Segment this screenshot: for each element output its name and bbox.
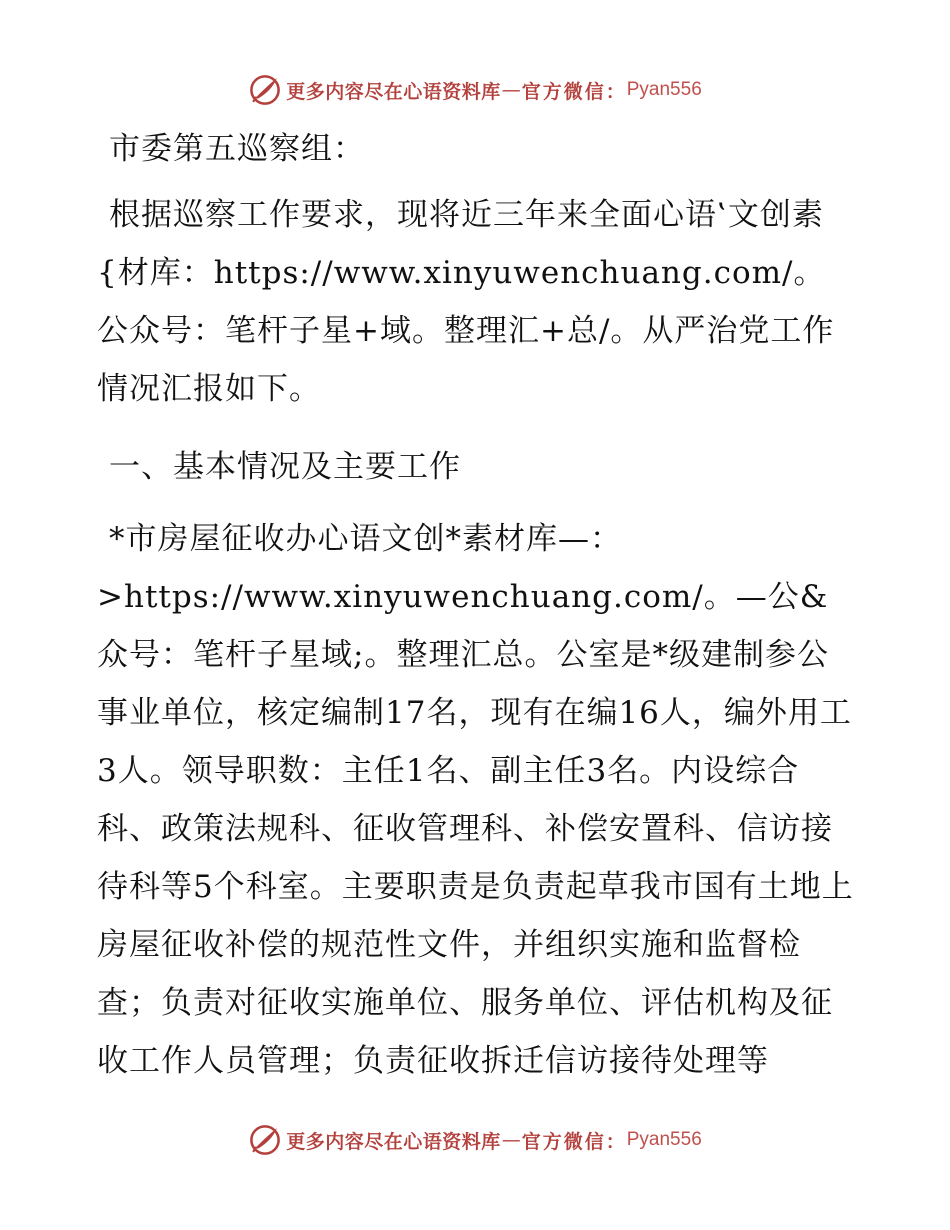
watermark-main-text: 更多内容尽在心语资料库 <box>286 1130 501 1153</box>
watermark-official-label: 官方微信： <box>521 80 627 103</box>
watermark-dash: — <box>501 79 521 101</box>
intro-paragraph: 根据巡察工作要求，现将近三年来全面心语‛文创素{材库：https://www.xinyuwenchuang.com/。公众号：笔杆子星+域。整理汇+总/。从严治党工作情况汇报如下。 <box>97 197 835 407</box>
watermark-wechat-id: Pyan556 <box>626 79 702 100</box>
watermark-header <box>0 70 950 110</box>
watermark-footer <box>0 1120 950 1160</box>
basic-info-paragraph: *市房屋征收办心语文创*素材库—：>https://www.xinyuwenchuang.com/。—公&众号：笔杆子星域;。整理汇总。公室是*级建制参公事业单位，核定编制17名，现有在编16人，编外用工3人。领导职数：主任1名、副主任3名。内设综合科、政策法规科、征收管理科、补偿安置科、信访接待科等5个科室。主要职责是负责起草我市国有土地上房屋征收补偿的规范性文件，并组织实施和监督检查；负责对征收实施单位、服务单位、评估机构及征收工作人员管理；负责征收拆迁信访接待处理等 <box>97 521 854 1079</box>
watermark-wechat-id: Pyan556 <box>626 1129 702 1150</box>
salutation: 市委第五巡察组： <box>109 131 365 167</box>
document-body <box>97 120 857 1090</box>
quill-pen-logo-icon <box>248 73 282 107</box>
watermark-official-label: 官方微信： <box>521 1130 627 1153</box>
section-heading: 一、基本情况及主要工作 <box>109 449 461 485</box>
watermark-dash: — <box>501 1129 521 1151</box>
watermark-main-text: 更多内容尽在心语资料库 <box>286 80 501 103</box>
quill-pen-logo-icon <box>248 1123 282 1157</box>
